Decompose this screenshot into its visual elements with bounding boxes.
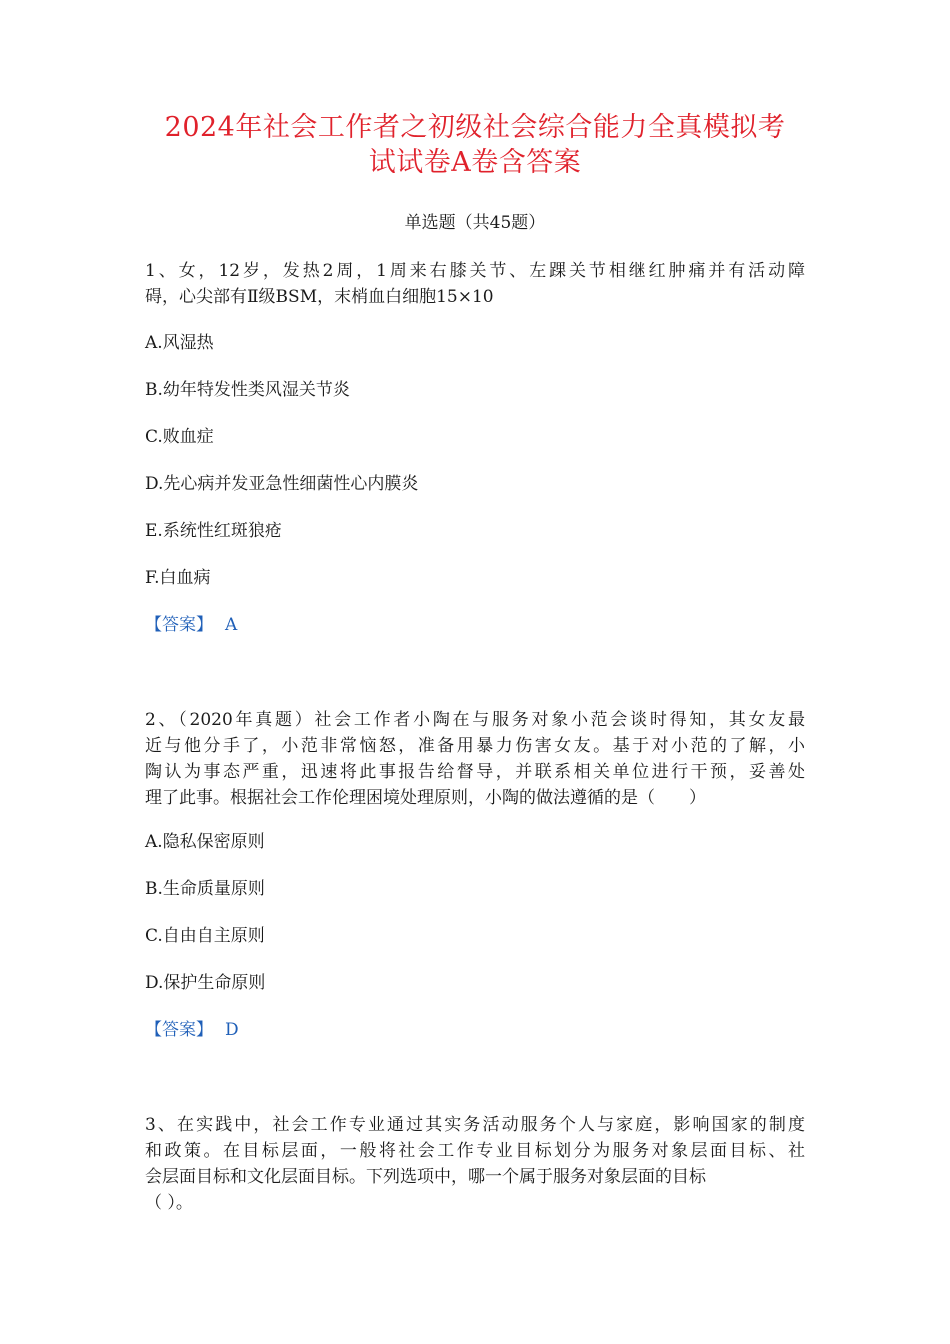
question-1-stem-line-1: 1、女，12岁，发热2周，1周来右膝关节、左踝关节相继红肿痛并有活动障 <box>145 261 805 281</box>
question-1-stem-line-2: 碍，心尖部有Ⅱ级BSM，末梢血白细胞15×10 <box>145 287 494 307</box>
question-1-option-c: C.败血症 <box>145 427 214 447</box>
question-1-answer <box>145 612 237 638</box>
section-heading: 单选题（共45题） <box>404 213 546 233</box>
question-1-option-f: F.白血病 <box>145 568 211 588</box>
question-3-stem-line-1: 3、在实践中，社会工作专业通过其实务活动服务个人与家庭，影响国家的制度 <box>145 1115 805 1135</box>
question-2-stem-line-3: 陶认为事态严重，迅速将此事报告给督导，并联系相关单位进行干预，妥善处 <box>145 762 805 782</box>
document-title-line-1: 2024年社会工作者之初级社会综合能力全真模拟考 <box>164 112 786 143</box>
question-1-option-d: D.先心病并发亚急性细菌性心内膜炎 <box>145 474 419 494</box>
question-2-option-a: A.隐私保密原则 <box>145 832 265 852</box>
question-1-option-b: B.幼年特发性类风湿关节炎 <box>145 380 350 400</box>
question-2-stem-line-1: 2、（2020年真题）社会工作者小陶在与服务对象小范会谈时得知，其女友最 <box>145 710 805 730</box>
answer-label: 【答案】 <box>145 615 213 635</box>
answer-value: A <box>225 615 238 635</box>
question-2-option-d: D.保护生命原则 <box>145 973 266 993</box>
question-2-stem-line-2: 近与他分手了，小范非常恼怒，准备用暴力伤害女友。基于对小范的了解，小 <box>145 736 805 756</box>
question-2-option-b: B.生命质量原则 <box>145 879 265 899</box>
question-2-answer <box>145 1017 239 1043</box>
question-3-stem-line-4: （ ）。 <box>145 1193 193 1213</box>
question-1-option-e: E.系统性红斑狼疮 <box>145 521 282 541</box>
question-2-option-c: C.自由自主原则 <box>145 926 265 946</box>
answer-label: 【答案】 <box>145 1020 213 1040</box>
question-2-stem-line-4: 理了此事。根据社会工作伦理困境处理原则，小陶的做法遵循的是（ ） <box>145 788 706 808</box>
answer-value: D <box>225 1020 239 1040</box>
document-title-line-2: 试试卷A卷含答案 <box>368 147 582 178</box>
question-1-option-a: A.风湿热 <box>145 333 214 353</box>
question-3-stem-line-3: 会层面目标和文化层面目标。下列选项中，哪一个属于服务对象层面的目标 <box>145 1167 706 1187</box>
question-3-stem-line-2: 和政策。在目标层面，一般将社会工作专业目标划分为服务对象层面目标、社 <box>145 1141 805 1161</box>
